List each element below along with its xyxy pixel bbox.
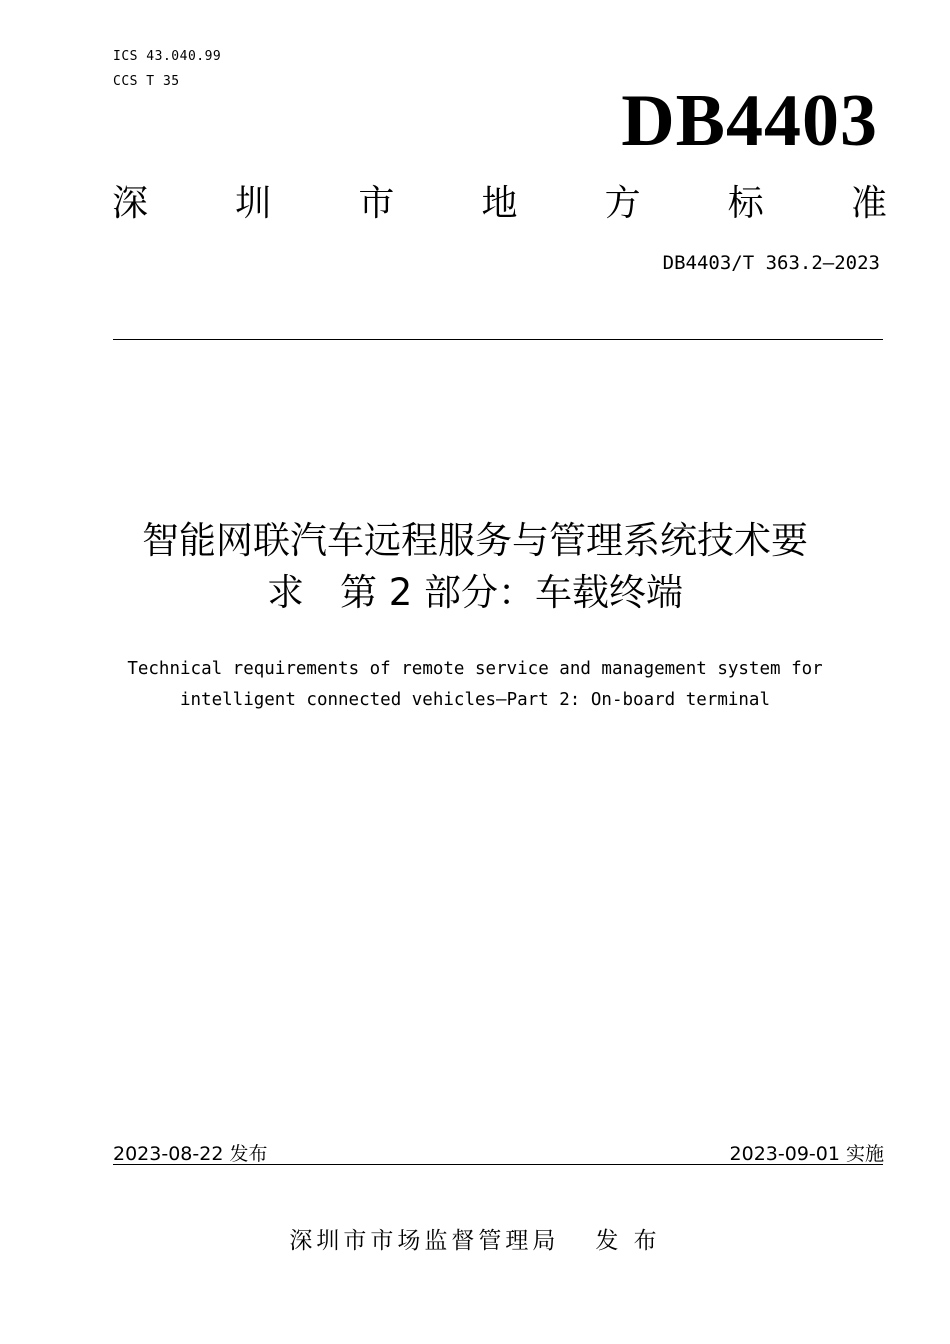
footer-divider bbox=[113, 1164, 883, 1165]
header-divider bbox=[113, 339, 883, 340]
standard-type-char: 地 bbox=[481, 183, 518, 224]
publisher bbox=[0, 1222, 950, 1255]
title-chinese-line-2 bbox=[40, 567, 910, 619]
standard-type-char: 圳 bbox=[235, 183, 272, 224]
title-english-line-2: intelligent connected vehicles—Part 2: On-board terminal bbox=[179, 690, 770, 710]
issue-date: 2023-08-22 发布 bbox=[113, 1143, 268, 1165]
ics-code: ICS 43.040.99 bbox=[113, 49, 222, 64]
title-chinese-line-2-part: 第 2 部分：车载终端 bbox=[339, 571, 684, 614]
ccs-code: CCS T 35 bbox=[113, 74, 180, 89]
standard-type-char: 市 bbox=[358, 183, 395, 224]
publisher-action: 发 布 bbox=[595, 1228, 661, 1254]
title-chinese bbox=[40, 515, 910, 619]
title-chinese-line-1: 智能网联汽车远程服务与管理系统技术要 bbox=[142, 519, 808, 562]
title-english bbox=[40, 654, 910, 716]
title-chinese-line-2-start: 求 bbox=[266, 571, 304, 614]
publisher-org: 深圳市市场监督管理局 bbox=[289, 1228, 560, 1254]
standard-type-char: 准 bbox=[850, 183, 887, 224]
db-code: DB4403 bbox=[621, 80, 878, 162]
standard-type-char: 标 bbox=[727, 183, 764, 224]
title-english-line-1: Technical requirements of remote service and management system for bbox=[127, 659, 823, 679]
standard-type-char: 深 bbox=[112, 183, 149, 224]
standard-type-char: 方 bbox=[604, 183, 641, 224]
implementation-date: 2023-09-01 实施 bbox=[729, 1143, 884, 1165]
standard-number: DB4403/T 363.2—2023 bbox=[662, 252, 880, 274]
standard-type bbox=[112, 183, 887, 224]
